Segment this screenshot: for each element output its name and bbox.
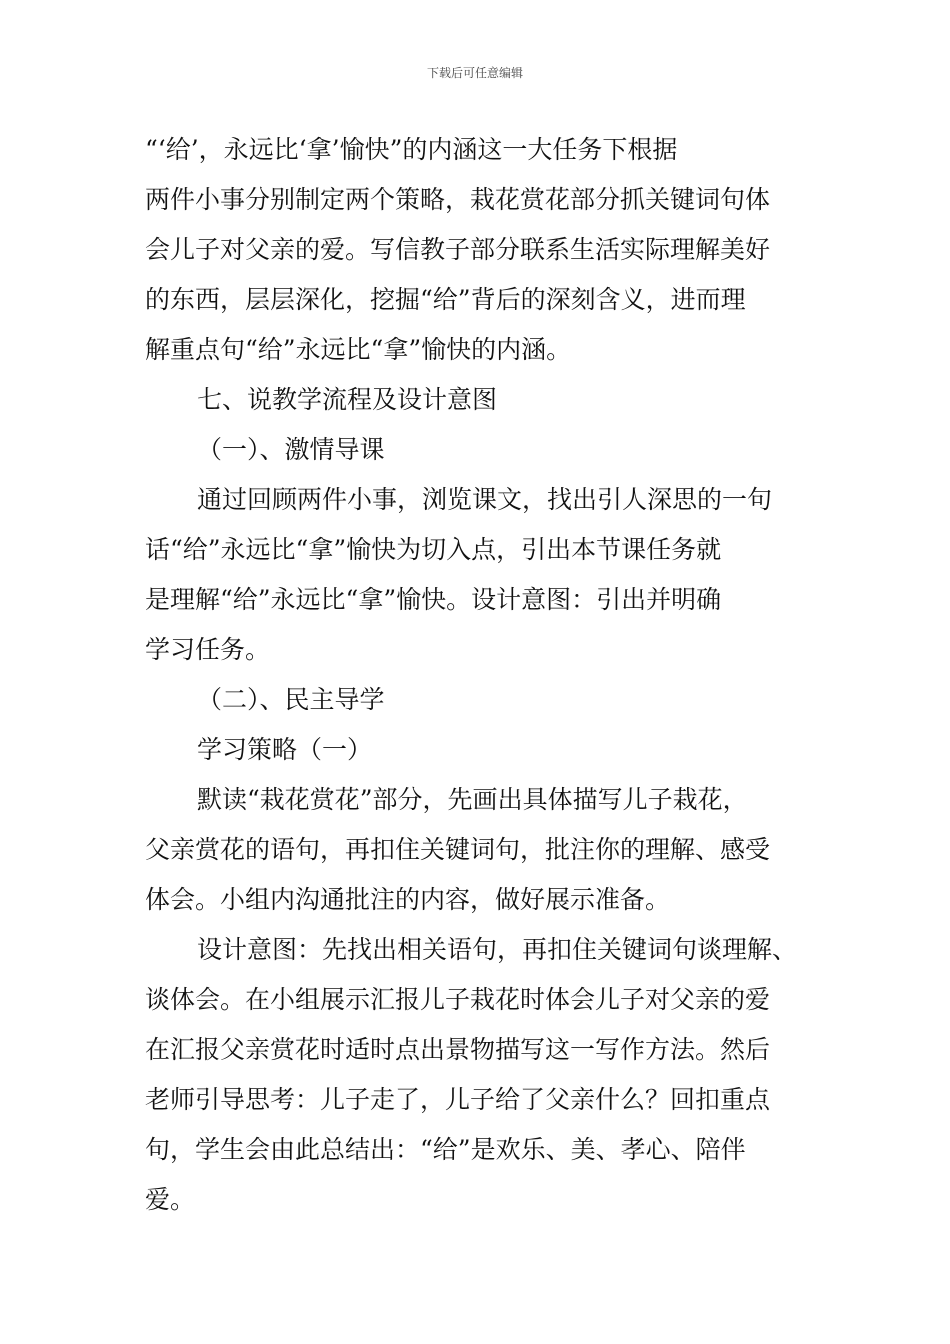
text-line: 老师引导思考：儿子走了，儿子给了父亲什么？回扣重点 bbox=[145, 1085, 771, 1114]
text-line: 的东西，层层深化，挖掘“给”背后的深刻含义，进而理 bbox=[145, 285, 746, 314]
text-line: 父亲赏花的语句，再扣住关键词句，批注你的理解、感受 bbox=[145, 835, 771, 864]
document-body bbox=[145, 125, 815, 1225]
subsection-heading: （二）、民主导学 bbox=[197, 685, 385, 714]
text-line: 体会。小组内沟通批注的内容，做好展示准备。 bbox=[145, 885, 671, 914]
text-line: “‘给’，永远比‘拿’愉快”的内涵这一大任务下根据 bbox=[145, 135, 678, 164]
text-line: 默读“栽花赏花”部分，先画出具体描写儿子栽花， bbox=[197, 785, 748, 814]
text-line: 话“给”永远比“拿”愉快为切入点，引出本节课任务就 bbox=[145, 535, 722, 564]
text-line: 学习任务。 bbox=[145, 635, 271, 664]
text-line: 在汇报父亲赏花时适时点出景物描写这一写作方法。然后 bbox=[145, 1035, 771, 1064]
text-line: 爱。 bbox=[145, 1185, 196, 1214]
text-line: 设计意图：先找出相关语句，再扣住关键词句谈理解、 bbox=[197, 935, 798, 964]
text-line: 解重点句“给”永远比“拿”愉快的内涵。 bbox=[145, 335, 572, 364]
section-heading: 七、说教学流程及设计意图 bbox=[197, 385, 498, 414]
text-line: 会儿子对父亲的爱。写信教子部分联系生活实际理解美好 bbox=[145, 235, 771, 264]
page-header: 下载后可任意编辑 bbox=[426, 66, 523, 80]
text-line: 是理解“给”永远比“拿”愉快。设计意图：引出并明确 bbox=[145, 585, 722, 614]
subsection-heading: （一）、激情导课 bbox=[197, 435, 385, 464]
text-line: 两件小事分别制定两个策略，栽花赏花部分抓关键词句体 bbox=[145, 185, 771, 214]
strategy-heading: 学习策略（一） bbox=[197, 735, 373, 764]
text-line: 句，学生会由此总结出：“给”是欢乐、美、孝心、陪伴 bbox=[145, 1135, 746, 1164]
text-line: 谈体会。在小组展示汇报儿子栽花时体会儿子对父亲的爱 bbox=[145, 985, 771, 1014]
text-line: 通过回顾两件小事，浏览课文，找出引人深思的一句 bbox=[197, 485, 773, 514]
